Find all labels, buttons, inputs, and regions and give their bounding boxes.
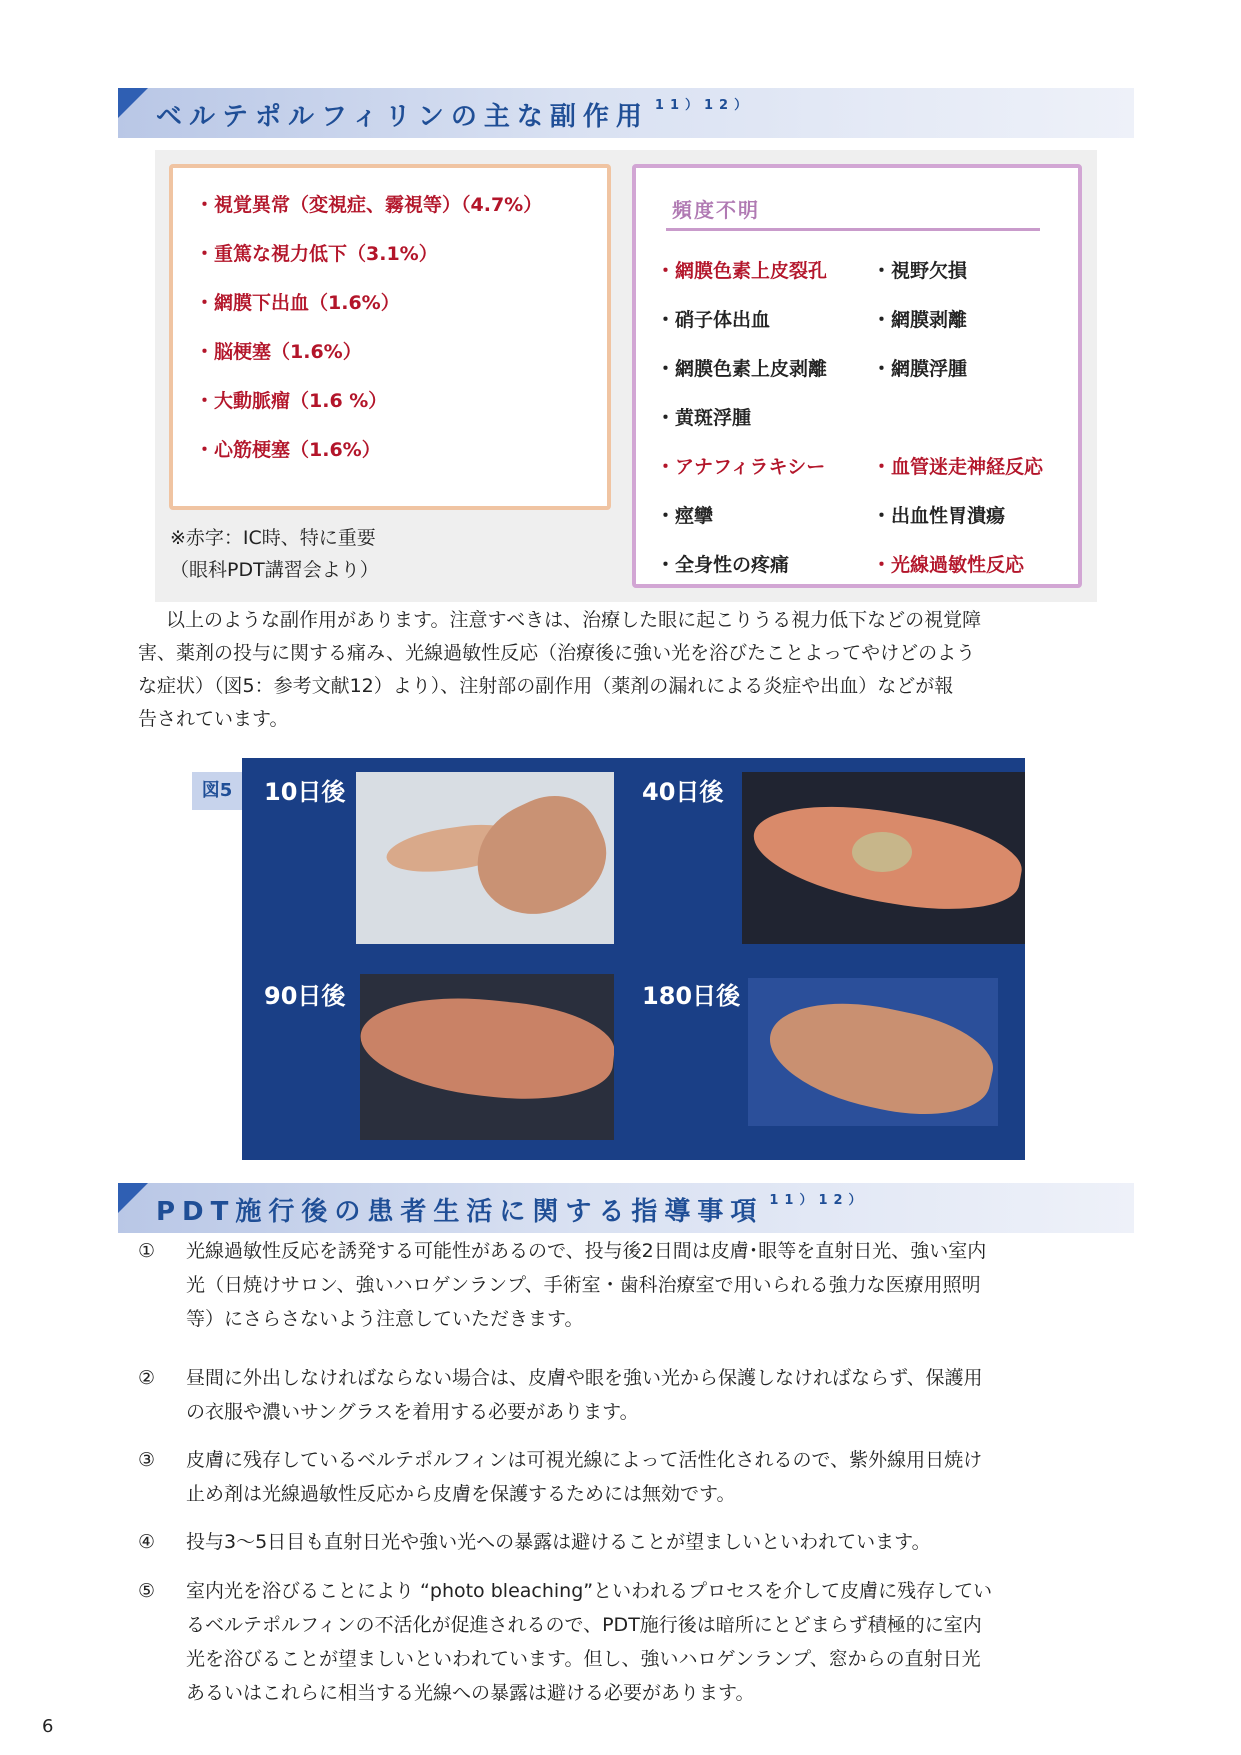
frequency-item: ・全身性の疼痛	[656, 554, 790, 576]
frequency-item: ・痙攣	[656, 505, 714, 527]
list-item: ・大動脈瘤（1.6 %）	[195, 390, 388, 412]
frequency-item: ・視野欠損	[872, 260, 968, 282]
section-title	[156, 1191, 868, 1228]
hand-photo-40-days	[742, 772, 1025, 944]
day-label: 180日後	[642, 982, 741, 1010]
guidance-number: ②	[138, 1367, 156, 1389]
frequency-item: ・血管迷走神経反応	[872, 456, 1044, 478]
frequency-item: ・光線過敏性反応	[872, 554, 1025, 576]
header-accent-triangle	[118, 1183, 148, 1213]
list-item: ・重篤な視力低下（3.1%）	[195, 243, 438, 265]
guidance-line: 昼間に外出しなければならない場合は、皮膚や眼を強い光から保護しなければならず、保護用	[186, 1367, 983, 1389]
section-header-guidance	[118, 1183, 1134, 1233]
page-number: 6	[42, 1716, 54, 1737]
guidance-line: 投与3～5日目も直射日光や強い光への暴露は避けることが望ましいといわれています。	[186, 1531, 931, 1553]
guidance-number: ④	[138, 1531, 156, 1553]
paragraph-line: 害、薬剤の投与に関する痛み、光線過敏性反応（治療後に強い光を浴びたことよってやけどのよう	[138, 642, 976, 664]
day-label: 10日後	[264, 778, 346, 806]
hand-image	[459, 780, 614, 935]
hand-image	[360, 987, 614, 1109]
frequency-item: ・網膜色素上皮剥離	[656, 358, 828, 380]
paragraph-line: 以上のような副作用があります。注意すべきは、治療した眼に起こりうる視力低下などの視覚障	[166, 609, 982, 631]
guidance-line: 光線過敏性反応を誘発する可能性があるので、投与後2日間は皮膚･眼等を直射日光、強い室内	[186, 1240, 987, 1262]
paragraph-line: な症状）（図5：参考文献12）より）、注射部の副作用（薬剤の漏れによる炎症や出血）などが報	[138, 675, 954, 697]
guidance-line: 光を浴びることが望ましいといわれています。但し、強いハロゲンランプ、窓からの直射日光	[186, 1648, 981, 1670]
guidance-number: ③	[138, 1449, 156, 1471]
section-ref: 11）12）	[769, 1193, 868, 1208]
section-title	[156, 96, 753, 133]
hand-photo-90-days	[360, 974, 614, 1140]
figure-photo-panel	[242, 758, 1025, 1160]
list-item: ・心筋梗塞（1.6%）	[195, 439, 381, 461]
list-item: ・脳梗塞（1.6%）	[195, 341, 362, 363]
frequency-item: ・網膜浮腫	[872, 358, 968, 380]
section-ref: 11）12）	[654, 98, 754, 113]
lesion-image	[852, 832, 912, 872]
section-title-text: PDT施行後の患者生活に関する指導事項	[156, 1197, 764, 1227]
day-label: 90日後	[264, 982, 346, 1010]
list-item: ・視覚異常（変視症、霧視等）（4.7%）	[195, 194, 543, 216]
hand-image	[760, 986, 998, 1126]
guidance-line: 等）にさらさないよう注意していただきます。	[186, 1308, 584, 1330]
header-accent-triangle	[118, 88, 148, 118]
major-side-effects-list	[173, 168, 607, 484]
frequency-title: 頻度不明	[672, 198, 760, 222]
frequency-item: ・黄斑浮腫	[656, 407, 752, 429]
hand-photo-180-days	[748, 978, 998, 1126]
hand-photo-10-days	[356, 772, 614, 944]
guidance-line: 皮膚に残存しているベルテポルフィンは可視光線によって活性化されるので、紫外線用日焼け	[186, 1449, 983, 1471]
unknown-frequency-box	[632, 164, 1082, 588]
guidance-line: の衣服や濃いサングラスを着用する必要があります。	[186, 1401, 639, 1423]
section-header-side-effects	[118, 88, 1134, 138]
guidance-line: 光（日焼けサロン、強いハロゲンランプ、手術室・歯科治療室で用いられる強力な医療用照明	[186, 1274, 981, 1296]
major-side-effects-box	[169, 164, 611, 510]
list-item: ・網膜下出血（1.6%）	[195, 292, 400, 314]
guidance-number: ⑤	[138, 1580, 156, 1602]
note-line: ※赤字：IC時、特に重要	[170, 527, 376, 549]
guidance-line: あるいはこれらに相当する光線への暴露は避ける必要があります。	[186, 1682, 755, 1704]
frequency-item: ・アナフィラキシー	[656, 456, 826, 478]
frequency-item: ・硝子体出血	[656, 309, 771, 331]
guidance-line: 止め剤は光線過敏性反応から皮膚を保護するためには無効です。	[186, 1483, 736, 1505]
frequency-divider	[666, 228, 1040, 231]
paragraph-line: 告されています。	[138, 708, 289, 730]
red-text-note	[170, 522, 379, 586]
section-title-text: ベルテポルフィリンの主な副作用	[156, 102, 649, 132]
frequency-item: ・網膜剥離	[872, 309, 968, 331]
day-label: 40日後	[642, 778, 724, 806]
note-line: （眼科PDT講習会より）	[170, 559, 379, 581]
guidance-line: 室内光を浴びることにより “photo bleaching”といわれるプロセスを介して皮膚に残存してい	[186, 1580, 993, 1602]
frequency-item: ・出血性胃潰瘍	[872, 505, 1006, 527]
frequency-item: ・網膜色素上皮裂孔	[656, 260, 828, 282]
figure-tag: 図5	[192, 772, 242, 810]
guidance-number: ①	[138, 1240, 156, 1262]
guidance-line: るベルテポルフィンの不活化が促進されるので、PDT施行後は暗所にとどまらず積極的に室内	[186, 1614, 982, 1636]
